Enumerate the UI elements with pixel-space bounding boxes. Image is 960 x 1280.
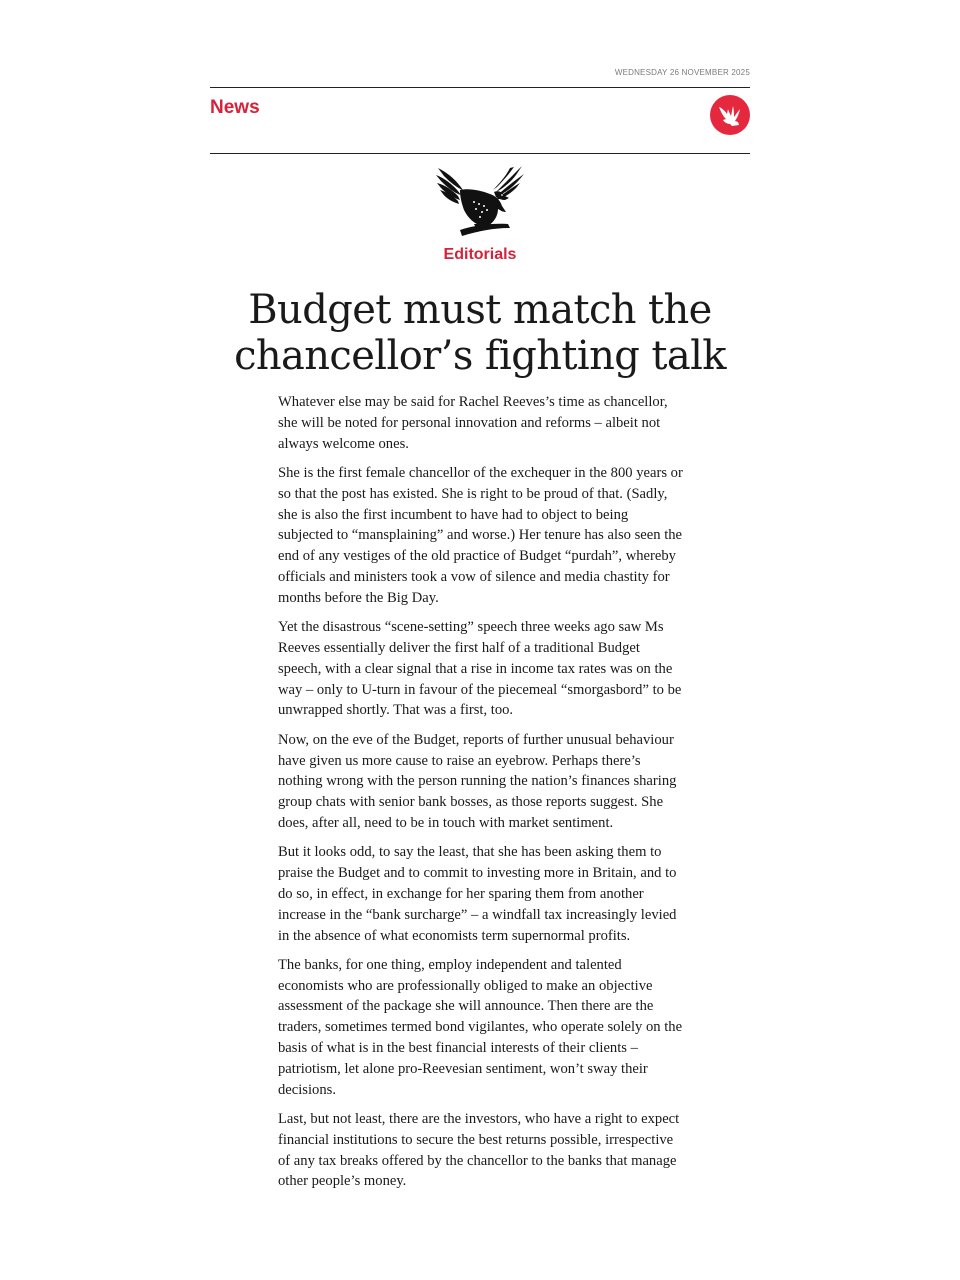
paragraph: She is the first female chancellor of the exchequer in the 800 years or so that the post has existed. She is right to be proud of that. (Sadly, she is also the first incumbent to have had to object to being subjected to “mansplaining” and worse.) Her tenure has also seen the end of any vestiges of the old practice of Budget “purdah”, whereby officials and ministers took a vow of silence and media chastity for months before the Big Day. [278,464,683,606]
paragraph: Last, but not least, there are the investors, who have a right to expect financial institutions to secure the best returns possible, irrespective of any tax breaks offered by the chancellor to the banks that manage other people’s money. [278,1111,680,1190]
headline-line-2: chancellor’s fighting talk [234,333,726,379]
paragraph: Yet the disastrous “scene-setting” speech three weeks ago saw Ms Reeves essentially deliver the first half of a traditional Budget speech, with a clear signal that a rise in income tax rates was on the way – only to U-turn in favour of the piecemeal “smorgasbord” to be unwrapped shortly. That was a first, too. [278,619,682,719]
header-top-rule [210,87,750,88]
paragraph: The banks, for one thing, employ independent and talented economists who are professionally obliged to make an objective assessment of the package she will announce. Then there are the traders, sometimes termed bond vigilantes, who operate solely on the basis of what is in the best financial interests of their clients – patriotism, let alone pro-Reevesian sentiment, won’t sway their decisions. [278,956,683,1098]
paragraph: Whatever else may be said for Rachel Reeves’s time as chancellor, she will be noted for personal innovation and reforms – albeit not always welcome ones. [278,394,668,452]
eagle-badge-icon[interactable] [710,95,750,135]
editorials-label[interactable]: Editorials [443,246,517,263]
article-headline [200,287,760,379]
article-body [278,392,684,1201]
section-label[interactable]: News [210,97,260,118]
eagle-icon [430,162,530,242]
paragraph: But it looks odd, to say the least, that she has been asking them to praise the Budget and to commit to investing more in Britain, and to do so, in effect, in exchange for her sparing them from another increase in the “bank surcharge” – a windfall tax increasingly levied in the absence of what economists term supernormal profits. [278,844,677,944]
header-bottom-rule [210,153,750,154]
paragraph: Now, on the eve of the Budget, reports of further unusual behaviour have given us more cause to raise an eyebrow. Perhaps there’s nothing wrong with the person running the nation’s finances sharing group chats with senior bank bosses, as those reports suggest. She does, after all, need to be in touch with market sentiment. [278,731,677,831]
headline-line-1: Budget must match the [248,287,712,333]
issue-date: WEDNESDAY 26 NOVEMBER 2025 [614,68,750,77]
